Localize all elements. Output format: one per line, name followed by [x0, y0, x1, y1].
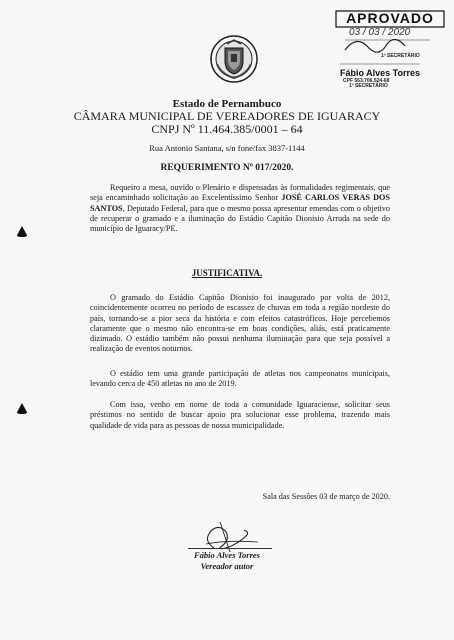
address: Rua Antonio Santana, s/n fone/fax 3837-1144: [149, 143, 305, 153]
stamp-name: Fábio Alves Torres: [340, 68, 421, 78]
stamp-secretary-top: 1º SECRETÁRIO: [381, 53, 420, 59]
signer-name: Fábio Alves Torres: [194, 550, 260, 560]
cnpj: CNPJ Nº 11.464.385/0001 – 64: [151, 122, 303, 136]
deputy-name: JOSÉ CARLOS VERAS DOS SANTOS: [90, 193, 390, 213]
signature-line: [188, 548, 272, 549]
request-text-end: , Deputado Federal, para que o mesmo possa apresentar emendas com o objetivo de recuperar o gramado e a iluminação do Estádio Capitão Dionisio Arruda na sede do município de Iguaracy/PE.: [90, 203, 390, 234]
stamp-secretary-bottom: 1º SECRETÁRIO: [349, 83, 388, 89]
signer-role: Vereador autor: [200, 561, 254, 571]
margin-mark: [16, 226, 28, 237]
state-name: Estado de Pernambuco: [172, 98, 282, 110]
margin-mark: [16, 403, 28, 414]
justification-title: JUSTIFICATIVA.: [191, 268, 263, 278]
request-paragraph: [90, 183, 390, 234]
stamp-cpf: CPF 563.706.524-68: [343, 78, 390, 84]
stamp-date: 03 / 03 / 2020: [349, 27, 411, 38]
justification-paragraph-1: O gramado do Estádio Capitão Dionisio foi inaugurado por volta de 2012, coincidentemente ocorreu no período de escassez de chuvas em toda a região nordeste do país, tornando-se a pior seca da história e com efeitos catastróficos. Hoje percebemos claramente que o mesmo não encontra-se em boas condições, aliás, está praticamente dizimado. O estádio também não possui nenhuma iluminação para que seja possível a realização de eventos noturnos.: [90, 293, 390, 354]
stamp-title: APROVADO: [346, 10, 434, 26]
approval-stamp: [335, 10, 445, 89]
coat-of-arms-seal: [209, 34, 259, 84]
chamber-name: CÂMARA MUNICIPAL DE VEREADORES DE IGUARACY: [73, 109, 381, 123]
justification-paragraph-2: O estádio tem uma grande participação de atletas nos campeonatos municipais, levando cerca de 450 atletas no ano de 2019.: [90, 369, 390, 389]
closing-line: Sala das Sessões 03 de março de 2020.: [262, 492, 390, 501]
document-title: REQUERIMENTO Nº 017/2020.: [160, 163, 294, 173]
justification-paragraph-3: Com isso, venho em nome de toda a comunidade Iguaraciense, solicitar seus préstimos no sentido de buscar apoio pra solucionar esse problema, trazendo mais qualidade de vida para as pessoas de nossa municipalidade.: [90, 400, 390, 430]
request-text-start: Requeiro a mesa, ouvido o Plenário e dispensadas às formalidades regimentais, que seja encaminhado solicitação ao Excelentíssimo Senhor: [90, 183, 390, 203]
